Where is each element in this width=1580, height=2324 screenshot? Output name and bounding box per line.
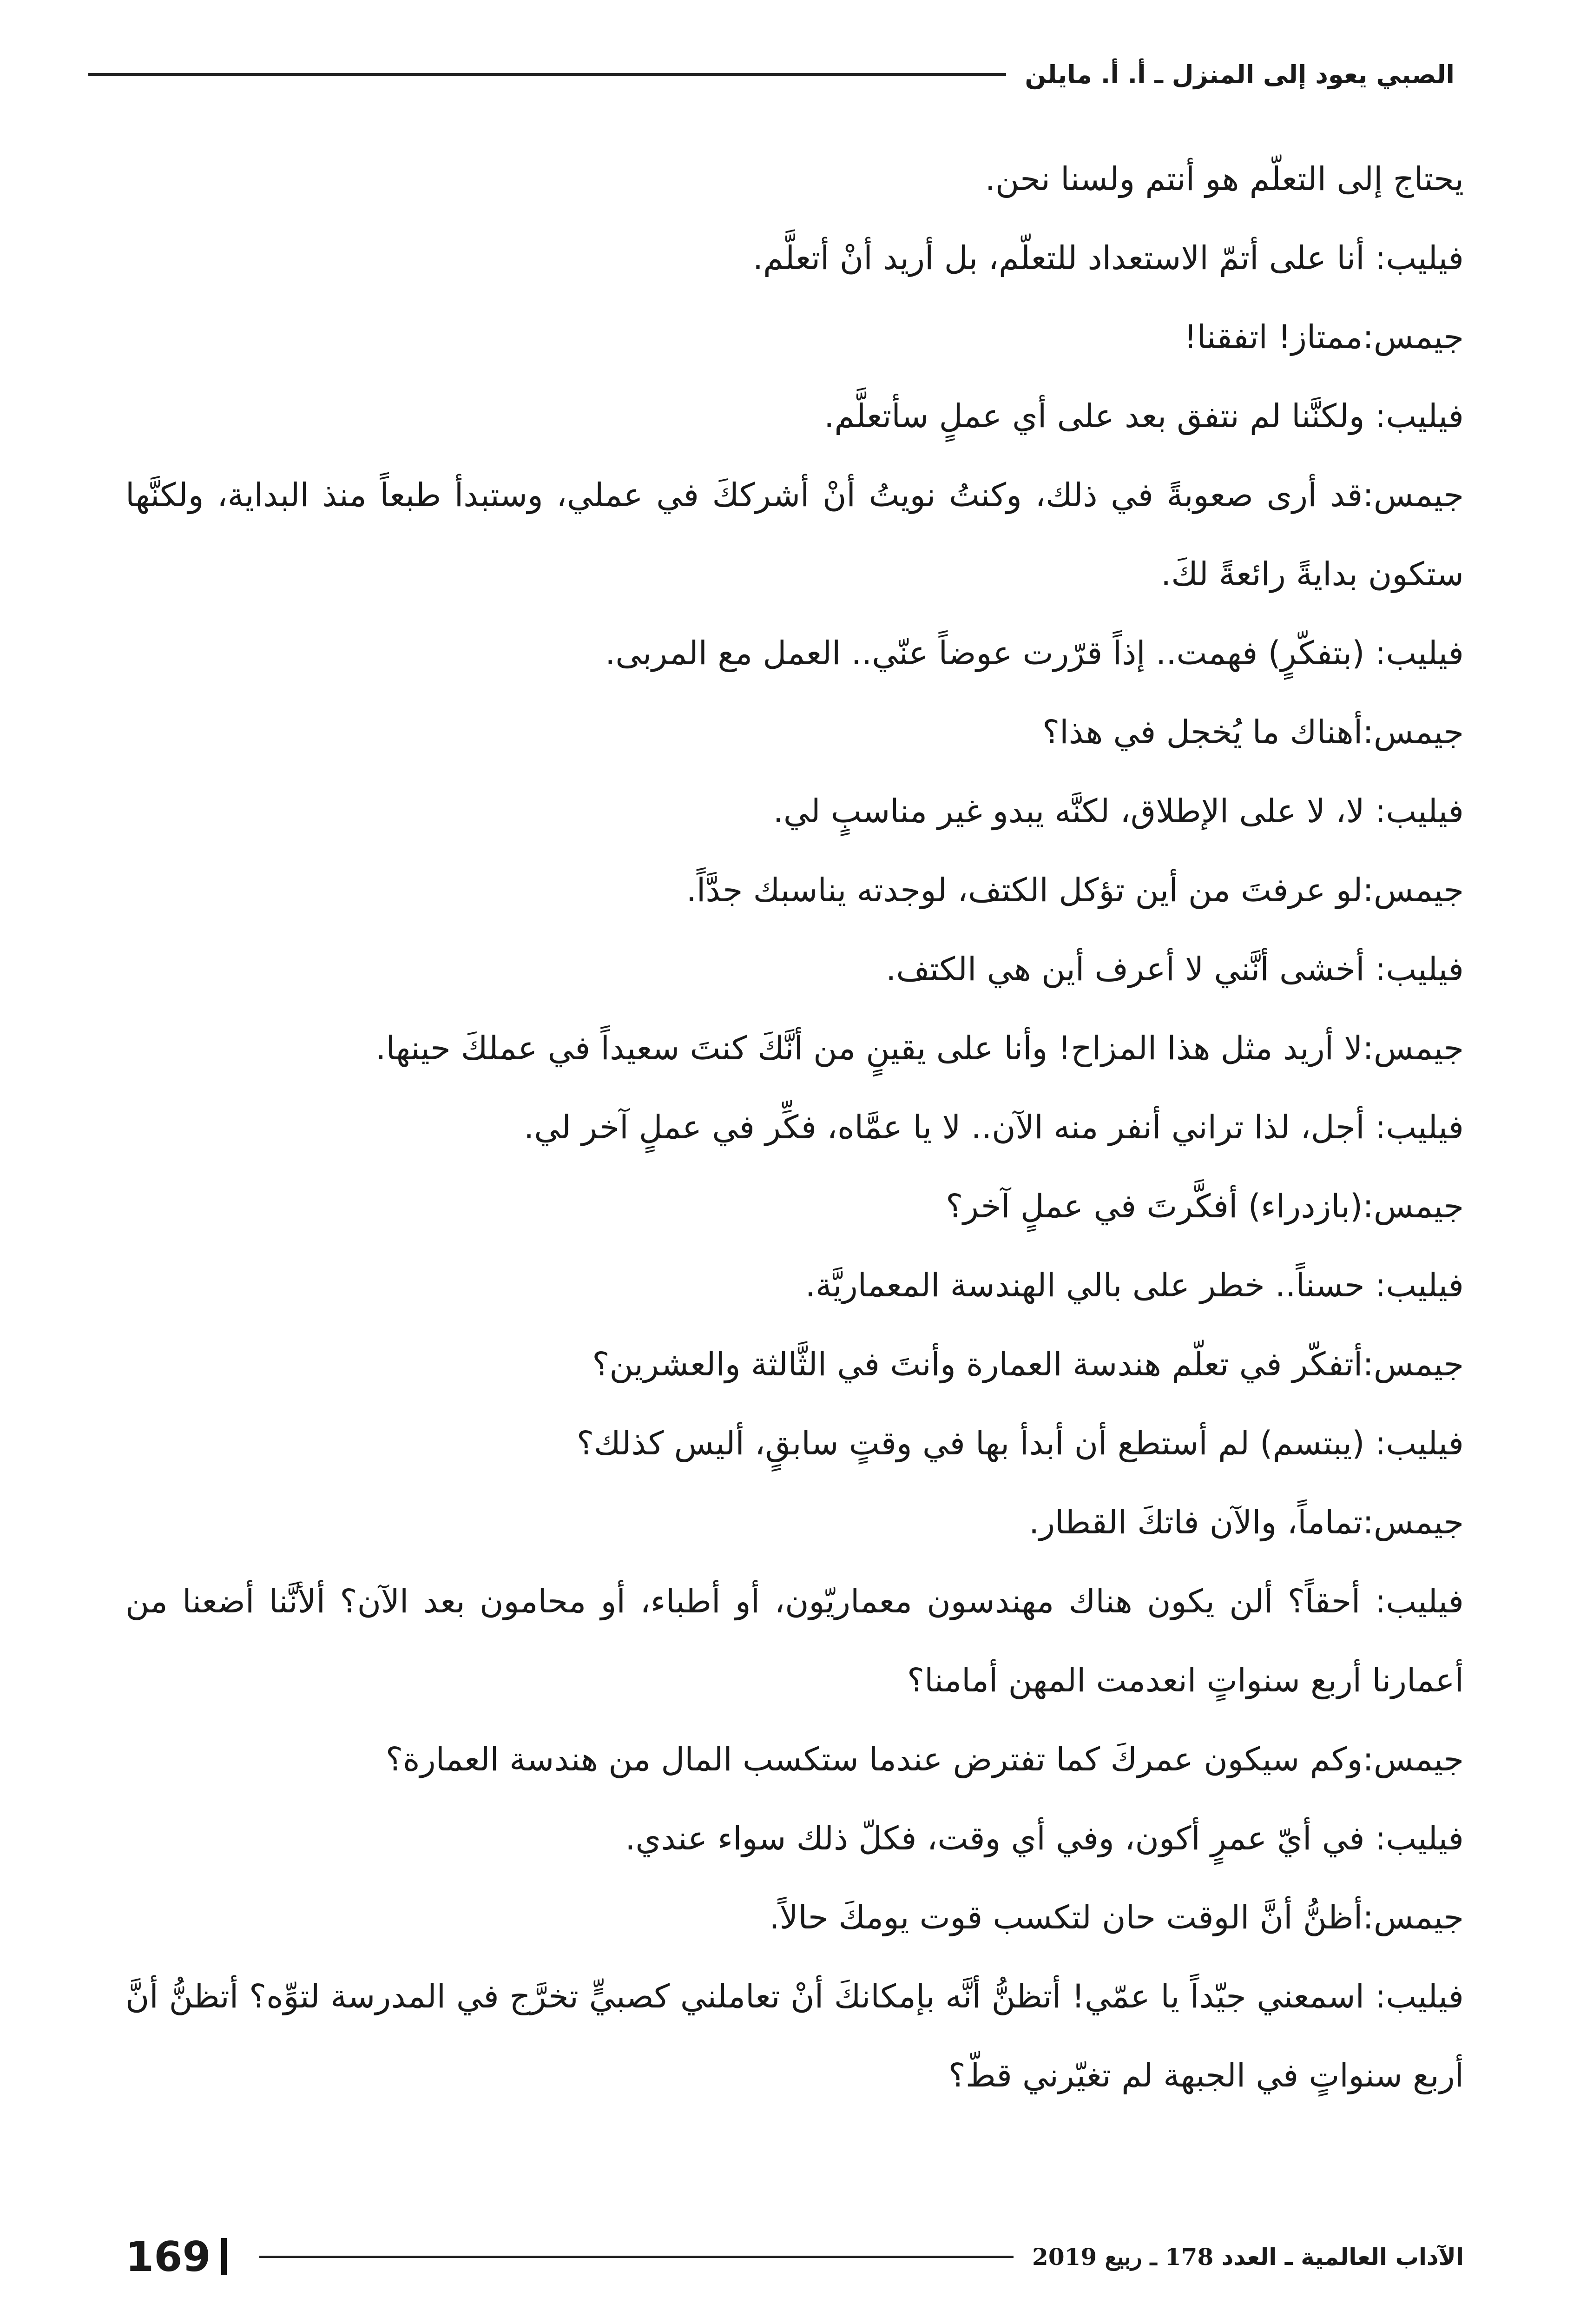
line-text: وكم سيكون عمركَ كما تفترض عندما ستكسب المال من هندسة العمارة؟ xyxy=(385,1740,1363,1778)
line-text: حسناً.. خطر على بالي الهندسة المعماريَّة. xyxy=(805,1266,1375,1304)
dialogue-line xyxy=(125,139,1464,218)
dialogue-line xyxy=(125,1404,1464,1483)
journal-issue: 178 ـ ربيع 2019 xyxy=(1032,2243,1222,2271)
speaker-name: فيليب: xyxy=(1375,239,1464,277)
dialogue-line xyxy=(125,1957,1464,2115)
footer-rule xyxy=(259,2256,1014,2258)
page-number-bar xyxy=(221,2238,227,2275)
dialogue-line xyxy=(125,1483,1464,1562)
speaker-name: جيمس: xyxy=(1363,1740,1464,1778)
line-text: لا أريد مثل هذا المزاح! وأنا على يقينٍ من أنَّكَ كنتَ سعيداً في عملكَ حينها. xyxy=(375,1029,1363,1067)
speaker-name: جيمس: xyxy=(1363,713,1464,751)
line-text: قد أرى صعوبةً في ذلك، وكنتُ نويتُ أنْ أشرككَ في عملي، وستبدأ طبعاً منذ البداية، ولكنَّها ستكون بدايةً رائعةً لكَ. xyxy=(125,476,1464,593)
speaker-name: جيمس: xyxy=(1363,871,1464,909)
speaker-name: جيمس: xyxy=(1363,1187,1464,1225)
dialogue-line xyxy=(125,1878,1464,1957)
dialogue-line xyxy=(125,614,1464,693)
line-text: أنا على أتمّ الاستعداد للتعلّم، بل أريد أنْ أتعلَّم. xyxy=(752,239,1375,277)
dialogue-line xyxy=(125,297,1464,376)
speaker-name: فيليب: xyxy=(1375,1582,1464,1620)
speaker-name: جيمس: xyxy=(1363,318,1464,356)
line-text: لو عرفتَ من أين تؤكل الكتف، لوجدته يناسبك جدَّاً. xyxy=(686,871,1363,909)
dialogue-line xyxy=(125,456,1464,614)
speaker-name: جيمس: xyxy=(1363,1503,1464,1541)
line-text: لا، لا على الإطلاق، لكنَّه يبدو غير مناسبٍ لي. xyxy=(773,792,1375,830)
speaker-name: فيليب: xyxy=(1375,1266,1464,1304)
speaker-name: فيليب: xyxy=(1375,1977,1464,2015)
dialogue-line xyxy=(125,218,1464,297)
running-title: الصبي يعود إلى المنزل ـ أ. أ. مايلن xyxy=(1025,59,1455,89)
dialogue-line xyxy=(125,1167,1464,1246)
line-text: أتفكّر في تعلّم هندسة العمارة وأنتَ في الثَّالثة والعشرين؟ xyxy=(592,1345,1363,1383)
line-text: (بتفكّرٍ) فهمت.. إذاً قرّرت عوضاً عنّي.. العمل مع المربى. xyxy=(605,634,1375,672)
speaker-name: فيليب: xyxy=(1375,1108,1464,1146)
page-footer xyxy=(125,2231,1464,2282)
dialogue-line xyxy=(125,1720,1464,1799)
line-text: أظنُّ أنَّ الوقت حان لتكسب قوت يومكَ حالاً. xyxy=(769,1898,1363,1936)
speaker-name: فيليب: xyxy=(1375,1819,1464,1857)
line-text: (يبتسم) لم أستطع أن أبدأ بها في وقتٍ سابقٍ، أليس كذلك؟ xyxy=(576,1424,1375,1462)
line-text: (بازدراء) أفكَّرتَ في عملٍ آخر؟ xyxy=(946,1187,1363,1225)
speaker-name: جيمس: xyxy=(1363,476,1464,514)
speaker-name: فيليب: xyxy=(1375,1424,1464,1462)
speaker-name: جيمس: xyxy=(1363,1898,1464,1936)
dialogue-line xyxy=(125,1325,1464,1404)
line-text: أجل، لذا تراني أنفر منه الآن.. لا يا عمَّاه، فكِّر في عملٍ آخر لي. xyxy=(524,1108,1375,1146)
line-text: يحتاج إلى التعلّم هو أنتم ولسنا نحن. xyxy=(985,160,1464,198)
dialogue-line xyxy=(125,1088,1464,1167)
line-text: تماماً، والآن فاتكَ القطار. xyxy=(1029,1503,1363,1541)
speaker-name: جيمس: xyxy=(1363,1345,1464,1383)
dialogue-line xyxy=(125,1799,1464,1878)
header-rule xyxy=(88,73,1006,76)
dialogue-line xyxy=(125,1009,1464,1088)
speaker-name: فيليب: xyxy=(1375,792,1464,830)
journal-info xyxy=(1032,2243,1464,2271)
dialogue-line xyxy=(125,1246,1464,1325)
line-text: أحقاً؟ ألن يكون هناك مهندسون معماريّون، أو أطباء، أو محامون بعد الآن؟ ألأنَّنا أضعنا من أعمارنا أربع سنواتٍ انعدمت المهن أمامنا؟ xyxy=(125,1582,1464,1699)
running-header xyxy=(88,51,1455,98)
line-text: ولكنَّنا لم نتفق بعد على أي عملٍ سأتعلَّم. xyxy=(824,397,1375,435)
dialogue-line xyxy=(125,930,1464,1009)
dialogue-line xyxy=(125,693,1464,772)
dialogue-line xyxy=(125,376,1464,456)
speaker-name: فيليب: xyxy=(1375,397,1464,435)
line-text: ممتاز! اتفقنا! xyxy=(1184,318,1363,356)
speaker-name: فيليب: xyxy=(1375,634,1464,672)
dialogue-text xyxy=(125,139,1464,2115)
dialogue-line xyxy=(125,851,1464,930)
line-text: أهناك ما يُخجل في هذا؟ xyxy=(1042,713,1363,751)
line-text: في أيّ عمرٍ أكون، وفي أي وقت، فكلّ ذلك سواء عندي. xyxy=(625,1819,1375,1857)
speaker-name: فيليب: xyxy=(1375,950,1464,988)
speaker-name: جيمس: xyxy=(1363,1029,1464,1067)
dialogue-line xyxy=(125,772,1464,851)
line-text: أخشى أنَّني لا أعرف أين هي الكتف. xyxy=(886,950,1375,988)
journal-name: الآداب العالمية ـ العدد xyxy=(1221,2243,1464,2271)
dialogue-line xyxy=(125,1562,1464,1720)
line-text: اسمعني جيّداً يا عمّي! أتظنُّ أنَّه بإمكانكَ أنْ تعاملني كصبيٍّ تخرَّج في المدرسة لتوِّه؟ أتظنُّ أنَّ أربع سنواتٍ في الجبهة لم تغيّرني قطّ؟ xyxy=(125,1977,1464,2094)
page-number: 169 xyxy=(125,2232,211,2281)
